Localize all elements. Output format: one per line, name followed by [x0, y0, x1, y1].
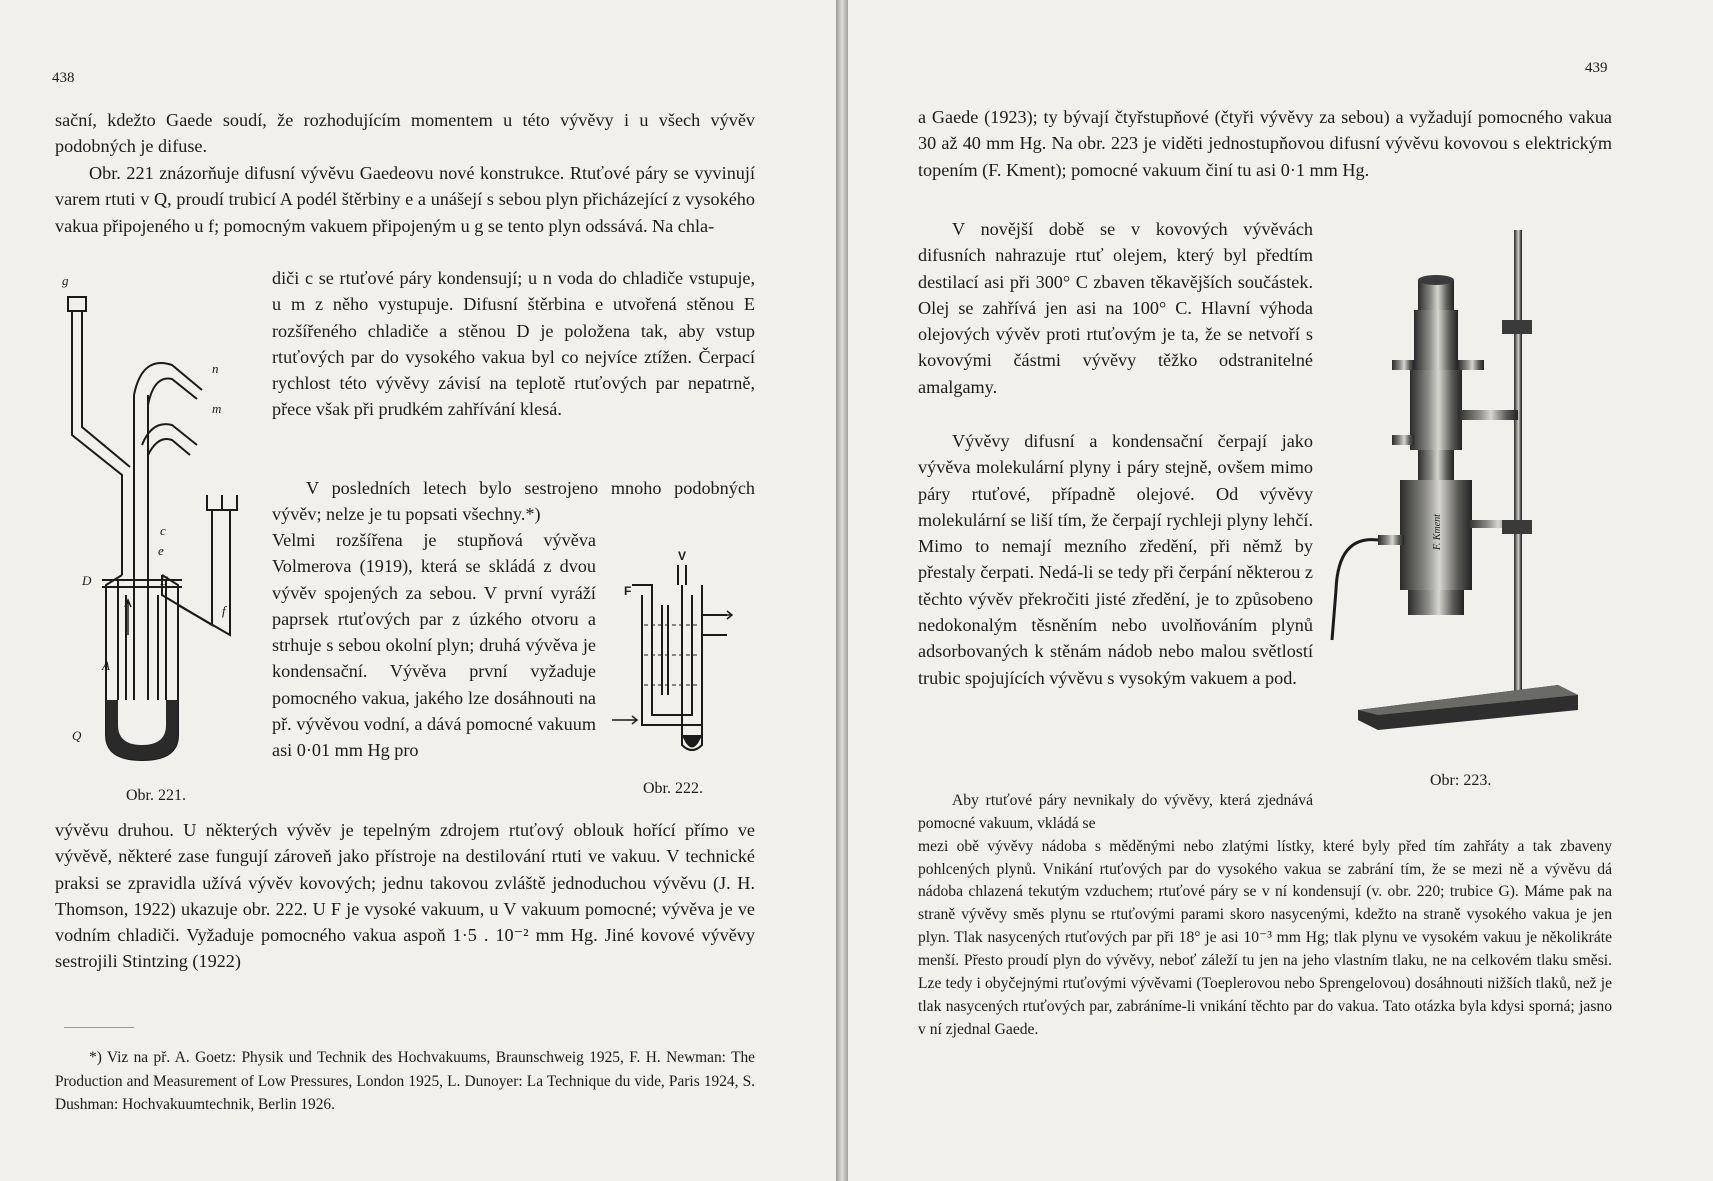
figure-223-caption: Obr: 223.: [1430, 772, 1492, 789]
paragraph-3b: Velmi rozšířena je stupňová vývěva Volmerova (1919), která se skládá z dvou vývěv spojených za sebou. V první vyráží paprsek rtuťových par z úzkého otvoru a strhuje s sebou okolní plyn; druhá vývěva je kondensační. Vývěva první vyžaduje pomocného vakua, jakého lze dosáhnouti na př. vývěvou vodní, a dává pomocné vakuum asi 0·01 mm Hg pro: [272, 530, 596, 761]
figure-223-label: F. Kment: [1432, 514, 1443, 550]
left-page: [0, 0, 836, 1181]
page-number-right: 439: [1585, 60, 1608, 76]
figure-222-caption: Obr. 222.: [643, 780, 703, 797]
paragraph-4: vývěvu druhou. U některých vývěv je tepelným zdrojem rtuťový oblouk hořící přímo ve vývěvě, některé zase fungují zároveň jako přístroje na destilování rtuti ve vakuu. V technické praksi se zpravidla užívá vývěv kovových; jednu takovou zvláště jednoduchou vývěvu (J. H. Thomson, 1922) ukazuje obr. 222. U F je vysoké vakuum, u V vakuum pomocné; vývěva je ve vodním chladiči. Vyžaduje pomocného vakua aspoň 1·5 . 10⁻² mm Hg. Jiné kovové vývěvy sestrojili Stintzing (1922): [55, 820, 755, 972]
label-n: n: [212, 361, 219, 376]
paragraph-1: a Gaede (1923); ty bývají čtyřstupňové (čtyři vývěvy za sebou) a vyžadují pomocného vakua 30 až 40 mm Hg. Na obr. 223 je viděti jednostupňovou difusní vývěvu kovovou s elektrickým topením (F. Kment); pomocné vakuum činí tu asi 0·1 mm Hg.: [918, 107, 1612, 180]
footnote-rule: [64, 1027, 134, 1028]
label-A: A: [102, 658, 110, 673]
label-E: E: [160, 573, 168, 588]
label-c: c: [160, 523, 166, 538]
figure-221-caption: Obr. 221.: [126, 787, 186, 804]
paragraph-3: Vývěvy difusní a kondensační čerpají jako vývěva molekulární plyny i páry stejně, ovšem mimo páry rtuťové, případně olejové. Od vývěvy molekulární se liší tím, že čerpají rychleji plyny lehčí. Mimo to nemají mezního zředění, při němž by přestaly čerpati. Nedá-li se tedy při čerpání některou z těchto vývěv překročiti jisté zředění, je to způsobeno nedokonalým těsněním nebo uvolňováním plynů adsorbovaných k stěnám nádob nebo malou světlostí trubic spojujících vývěvu s vysokým vakuem a pod.: [918, 431, 1313, 688]
paragraph-1: sační, kdežto Gaede soudí, že rozhodujícím momentem u této vývěvy i u všech vývěv podobných je difuse.: [55, 110, 755, 157]
small-text-full: mezi obě vývěvy nádoba s měděnými nebo zlatými lístky, které byly před tím zahřáty a tak zbaveny pohlcených plynů. Vnikání rtuťových par do vysokého vakua se zabrání tím, že se mezi ně a vývěvu dá nádoba chlazená tekutým vzduchem; rtuťové páry se v ní kondensují (v. obr. 220; trubice G). Máme pak na straně vývěvy směs plynu se rtuťovými parami skoro nasycenými, kdežto na straně vysokého vakua je jen plyn. Tlak nasycených rtuťových par při 18° je asi 10⁻³ mm Hg; tlak plynu ve vysokém vakuu je několikráte menší. Přesto proudí plyn do vývěvy, neboť záleží tu jen na jeho vlastním tlaku, ne na celkovém tlaku směsi. Lze tedy i obyčejnými rtuťovými vývěvami (Toeplerovou nebo Sprengelovou) dosáhnouti nižších tlaků, než je tlak nasycených rtuťových par, zabráníme-li vnikání těchto par do vakua. Tato otázka byla kdysi sporná; jasno v ní zjednal Gaede.: [918, 837, 1612, 1038]
label-F: F: [624, 584, 632, 598]
page-number-left: 438: [52, 70, 75, 86]
label-V: V: [678, 549, 687, 563]
label-D: D: [82, 573, 92, 588]
label-g: g: [62, 273, 69, 288]
figure-221-diagram: [62, 273, 272, 775]
label-m: m: [212, 401, 222, 416]
paragraph-3a: V posledních letech bylo sestrojeno mnoho podobných vývěv; nelze je tu popsati všechny.*): [272, 478, 755, 525]
footnote: *) Viz na př. A. Goetz: Physik und Technik des Hochvakuums, Braunschweig 1925, F. H. Newman: The Production and Measurement of Low Pressures, London 1925, L. Dunoyer: La Technique du vide, Paris 1924, S. Dushman: Hochvakuumtechnik, Berlin 1926.: [55, 1049, 755, 1113]
label-f: f: [222, 603, 226, 618]
figure-223-illustration: [1318, 220, 1618, 745]
label-e: e: [158, 543, 164, 558]
label-Q: Q: [72, 728, 82, 743]
book-gutter: [836, 0, 848, 1181]
figure-222-diagram: [612, 549, 752, 765]
paragraph-2: V novější době se v kovových vývěvách difusních nahrazuje rtuť olejem, který byl předtím destilací asi při 300° C zbaven těkavějších součástek. Olej se zahřívá jen asi na 100° C. Hlavní výhoda olejových vývěv proti rtuťovým je ta, že se netvoří s kovovými částmi vývěvy těžko odstranitelné amalgamy.: [918, 219, 1313, 397]
paragraph-2-full: Obr. 221 znázorňuje difusní vývěvu Gaedeovu nové konstrukce. Rtuťové páry se vyvinují varem rtuti v Q, proudí trubicí A podél štěrbiny e a unášejí s sebou plyn přicházející z vysokého vakua připojeného u f; pomocným vakuem připojeným u g se tento plyn odssává. Na chla-: [55, 163, 755, 236]
small-text-narrow: Aby rtuťové páry nevnikaly do vývěvy, která zjednává pomocné vakuum, vkládá se: [918, 791, 1313, 832]
paragraph-2-narrow: diči c se rtuťové páry kondensují; u n voda do chladiče vstupuje, u m z něho vystupuje. Difusní štěrbina e utvořená stěnou E rozšířeného chladiče a stěnou D je položena tak, aby vstup rtuťových par do vysokého vakua byl co nejvíce ztížen. Čerpací rychlost této vývěvy závisí na teplotě rtuťových par nepatrně, přece však při prudkém zahřívání klesá.: [272, 268, 755, 420]
right-page: [848, 0, 1713, 1181]
